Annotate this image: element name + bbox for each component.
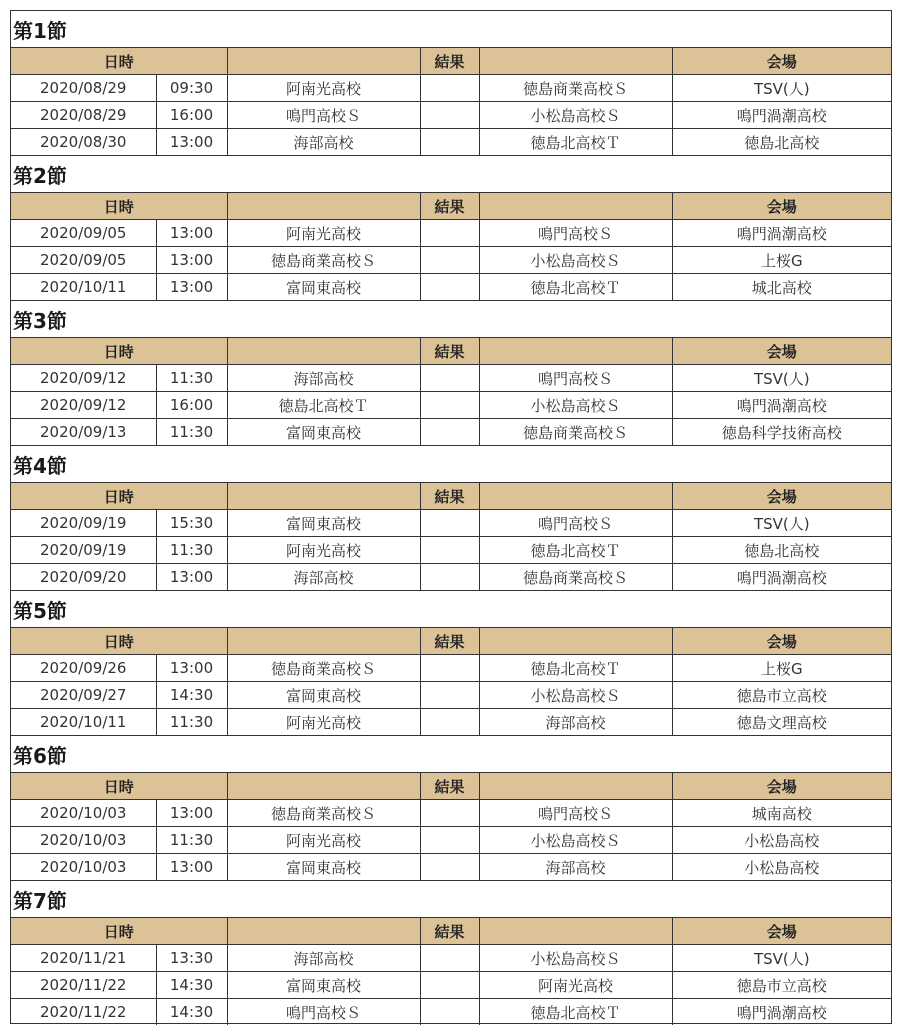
match-row [11, 854, 891, 881]
header-away-blank [479, 193, 672, 220]
match-time: 16:00 [156, 392, 227, 419]
match-result [420, 972, 479, 999]
match-row [11, 564, 891, 591]
match-result [420, 102, 479, 129]
match-result [420, 274, 479, 301]
round-title: 第6節 [11, 736, 891, 773]
home-team: 富岡東高校 [227, 510, 420, 537]
match-time: 13:00 [156, 220, 227, 247]
header-away-blank [479, 773, 672, 800]
match-time: 14:30 [156, 999, 227, 1026]
match-table [11, 773, 891, 881]
header-datetime: 日時 [11, 918, 227, 945]
header-away-blank [479, 628, 672, 655]
match-result [420, 75, 479, 102]
match-time: 13:00 [156, 274, 227, 301]
match-time: 13:00 [156, 655, 227, 682]
match-result [420, 247, 479, 274]
match-result [420, 854, 479, 881]
header-venue: 会場 [672, 628, 891, 655]
home-team: 富岡東高校 [227, 972, 420, 999]
home-team: 徳島北高校Ｔ [227, 392, 420, 419]
away-team: 徳島北高校Ｔ [479, 274, 672, 301]
match-result [420, 129, 479, 156]
home-team: 海部高校 [227, 129, 420, 156]
round-section [11, 11, 891, 156]
match-venue: 上桜G [672, 655, 891, 682]
match-row [11, 129, 891, 156]
match-result [420, 655, 479, 682]
header-result: 結果 [420, 628, 479, 655]
home-team: 阿南光高校 [227, 709, 420, 736]
header-datetime: 日時 [11, 338, 227, 365]
match-row [11, 220, 891, 247]
header-venue: 会場 [672, 918, 891, 945]
away-team: 海部高校 [479, 854, 672, 881]
match-date: 2020/09/19 [11, 510, 156, 537]
match-date: 2020/09/26 [11, 655, 156, 682]
match-time: 13:30 [156, 945, 227, 972]
home-team: 富岡東高校 [227, 682, 420, 709]
match-time: 11:30 [156, 709, 227, 736]
home-team: 鳴門高校Ｓ [227, 999, 420, 1026]
match-time: 11:30 [156, 537, 227, 564]
round-section [11, 301, 891, 446]
home-team: 阿南光高校 [227, 827, 420, 854]
table-header-row [11, 628, 891, 655]
table-header-row [11, 48, 891, 75]
match-row [11, 392, 891, 419]
match-time: 13:00 [156, 800, 227, 827]
away-team: 鳴門高校Ｓ [479, 365, 672, 392]
home-team: 阿南光高校 [227, 75, 420, 102]
round-title: 第2節 [11, 156, 891, 193]
match-result [420, 419, 479, 446]
match-row [11, 972, 891, 999]
match-row [11, 999, 891, 1026]
away-team: 小松島高校Ｓ [479, 247, 672, 274]
header-away-blank [479, 338, 672, 365]
match-row [11, 800, 891, 827]
match-row [11, 827, 891, 854]
away-team: 徳島商業高校Ｓ [479, 564, 672, 591]
match-venue: TSV(人) [672, 945, 891, 972]
round-title: 第4節 [11, 446, 891, 483]
away-team: 鳴門高校Ｓ [479, 510, 672, 537]
table-header-row [11, 338, 891, 365]
match-venue: 小松島高校 [672, 827, 891, 854]
header-datetime: 日時 [11, 193, 227, 220]
match-result [420, 510, 479, 537]
match-row [11, 682, 891, 709]
header-result: 結果 [420, 773, 479, 800]
match-time: 14:30 [156, 682, 227, 709]
round-title: 第5節 [11, 591, 891, 628]
home-team: 富岡東高校 [227, 419, 420, 446]
match-time: 11:30 [156, 827, 227, 854]
match-venue: 城北高校 [672, 274, 891, 301]
round-section [11, 591, 891, 736]
match-date: 2020/09/20 [11, 564, 156, 591]
away-team: 阿南光高校 [479, 972, 672, 999]
away-team: 徳島商業高校Ｓ [479, 75, 672, 102]
match-venue: 徳島北高校 [672, 537, 891, 564]
match-result [420, 365, 479, 392]
round-title: 第1節 [11, 11, 891, 48]
match-row [11, 537, 891, 564]
match-date: 2020/10/03 [11, 800, 156, 827]
match-time: 15:30 [156, 510, 227, 537]
header-venue: 会場 [672, 48, 891, 75]
match-date: 2020/10/03 [11, 827, 156, 854]
table-header-row [11, 483, 891, 510]
header-datetime: 日時 [11, 483, 227, 510]
match-venue: 鳴門渦潮高校 [672, 999, 891, 1026]
match-venue: 徳島市立高校 [672, 682, 891, 709]
match-date: 2020/09/05 [11, 247, 156, 274]
match-result [420, 945, 479, 972]
match-date: 2020/08/29 [11, 102, 156, 129]
away-team: 小松島高校Ｓ [479, 827, 672, 854]
match-row [11, 102, 891, 129]
match-result [420, 682, 479, 709]
round-section [11, 881, 891, 1025]
away-team: 徳島北高校Ｔ [479, 655, 672, 682]
away-team: 徳島北高校Ｔ [479, 129, 672, 156]
match-table [11, 338, 891, 446]
away-team: 鳴門高校Ｓ [479, 220, 672, 247]
away-team: 小松島高校Ｓ [479, 392, 672, 419]
match-row [11, 274, 891, 301]
header-result: 結果 [420, 48, 479, 75]
home-team: 鳴門高校Ｓ [227, 102, 420, 129]
home-team: 阿南光高校 [227, 537, 420, 564]
header-home-blank [227, 628, 420, 655]
match-venue: 徳島北高校 [672, 129, 891, 156]
match-date: 2020/10/11 [11, 709, 156, 736]
match-result [420, 999, 479, 1026]
header-venue: 会場 [672, 483, 891, 510]
away-team: 小松島高校Ｓ [479, 945, 672, 972]
table-header-row [11, 918, 891, 945]
match-table [11, 918, 891, 1025]
header-home-blank [227, 338, 420, 365]
match-date: 2020/10/11 [11, 274, 156, 301]
home-team: 阿南光高校 [227, 220, 420, 247]
match-result [420, 827, 479, 854]
match-result [420, 220, 479, 247]
round-section [11, 156, 891, 301]
round-title: 第7節 [11, 881, 891, 918]
home-team: 海部高校 [227, 365, 420, 392]
match-result [420, 800, 479, 827]
match-date: 2020/08/30 [11, 129, 156, 156]
match-date: 2020/11/22 [11, 972, 156, 999]
match-date: 2020/11/22 [11, 999, 156, 1026]
header-home-blank [227, 48, 420, 75]
header-venue: 会場 [672, 338, 891, 365]
match-date: 2020/09/27 [11, 682, 156, 709]
match-venue: 徳島科学技術高校 [672, 419, 891, 446]
match-time: 13:00 [156, 129, 227, 156]
match-time: 13:00 [156, 247, 227, 274]
match-table [11, 628, 891, 736]
match-result [420, 564, 479, 591]
home-team: 富岡東高校 [227, 274, 420, 301]
match-venue: TSV(人) [672, 365, 891, 392]
match-time: 14:30 [156, 972, 227, 999]
home-team: 海部高校 [227, 945, 420, 972]
header-datetime: 日時 [11, 773, 227, 800]
away-team: 海部高校 [479, 709, 672, 736]
match-venue: 城南高校 [672, 800, 891, 827]
match-time: 09:30 [156, 75, 227, 102]
away-team: 徳島商業高校Ｓ [479, 419, 672, 446]
match-date: 2020/11/21 [11, 945, 156, 972]
away-team: 徳島北高校Ｔ [479, 537, 672, 564]
match-result [420, 392, 479, 419]
match-time: 16:00 [156, 102, 227, 129]
match-result [420, 709, 479, 736]
round-section [11, 736, 891, 881]
match-venue: 鳴門渦潮高校 [672, 220, 891, 247]
header-result: 結果 [420, 338, 479, 365]
home-team: 海部高校 [227, 564, 420, 591]
match-venue: 鳴門渦潮高校 [672, 392, 891, 419]
header-datetime: 日時 [11, 628, 227, 655]
match-table [11, 483, 891, 591]
header-away-blank [479, 48, 672, 75]
header-datetime: 日時 [11, 48, 227, 75]
header-home-blank [227, 483, 420, 510]
header-venue: 会場 [672, 193, 891, 220]
match-date: 2020/10/03 [11, 854, 156, 881]
match-table [11, 48, 891, 156]
away-team: 小松島高校Ｓ [479, 682, 672, 709]
home-team: 徳島商業高校Ｓ [227, 800, 420, 827]
match-result [420, 537, 479, 564]
match-venue: TSV(人) [672, 75, 891, 102]
match-venue: 鳴門渦潮高校 [672, 102, 891, 129]
table-header-row [11, 773, 891, 800]
match-date: 2020/09/12 [11, 365, 156, 392]
match-row [11, 419, 891, 446]
match-row [11, 655, 891, 682]
schedule-sheet [10, 10, 892, 1024]
header-away-blank [479, 918, 672, 945]
header-result: 結果 [420, 918, 479, 945]
match-date: 2020/09/19 [11, 537, 156, 564]
match-row [11, 510, 891, 537]
match-venue: 小松島高校 [672, 854, 891, 881]
match-row [11, 247, 891, 274]
table-header-row [11, 193, 891, 220]
match-date: 2020/09/05 [11, 220, 156, 247]
match-time: 11:30 [156, 365, 227, 392]
match-date: 2020/09/13 [11, 419, 156, 446]
match-row [11, 365, 891, 392]
match-row [11, 75, 891, 102]
header-venue: 会場 [672, 773, 891, 800]
match-table [11, 193, 891, 301]
match-row [11, 709, 891, 736]
match-date: 2020/08/29 [11, 75, 156, 102]
match-venue: 徳島文理高校 [672, 709, 891, 736]
header-home-blank [227, 773, 420, 800]
home-team: 徳島商業高校Ｓ [227, 247, 420, 274]
header-result: 結果 [420, 193, 479, 220]
header-result: 結果 [420, 483, 479, 510]
match-venue: 鳴門渦潮高校 [672, 564, 891, 591]
match-venue: TSV(人) [672, 510, 891, 537]
header-home-blank [227, 193, 420, 220]
home-team: 徳島商業高校Ｓ [227, 655, 420, 682]
round-title: 第3節 [11, 301, 891, 338]
match-time: 13:00 [156, 564, 227, 591]
match-time: 13:00 [156, 854, 227, 881]
header-home-blank [227, 918, 420, 945]
header-away-blank [479, 483, 672, 510]
match-time: 11:30 [156, 419, 227, 446]
match-venue: 徳島市立高校 [672, 972, 891, 999]
match-row [11, 945, 891, 972]
home-team: 富岡東高校 [227, 854, 420, 881]
match-date: 2020/09/12 [11, 392, 156, 419]
away-team: 小松島高校Ｓ [479, 102, 672, 129]
match-venue: 上桜G [672, 247, 891, 274]
round-section [11, 446, 891, 591]
away-team: 鳴門高校Ｓ [479, 800, 672, 827]
away-team: 徳島北高校Ｔ [479, 999, 672, 1026]
